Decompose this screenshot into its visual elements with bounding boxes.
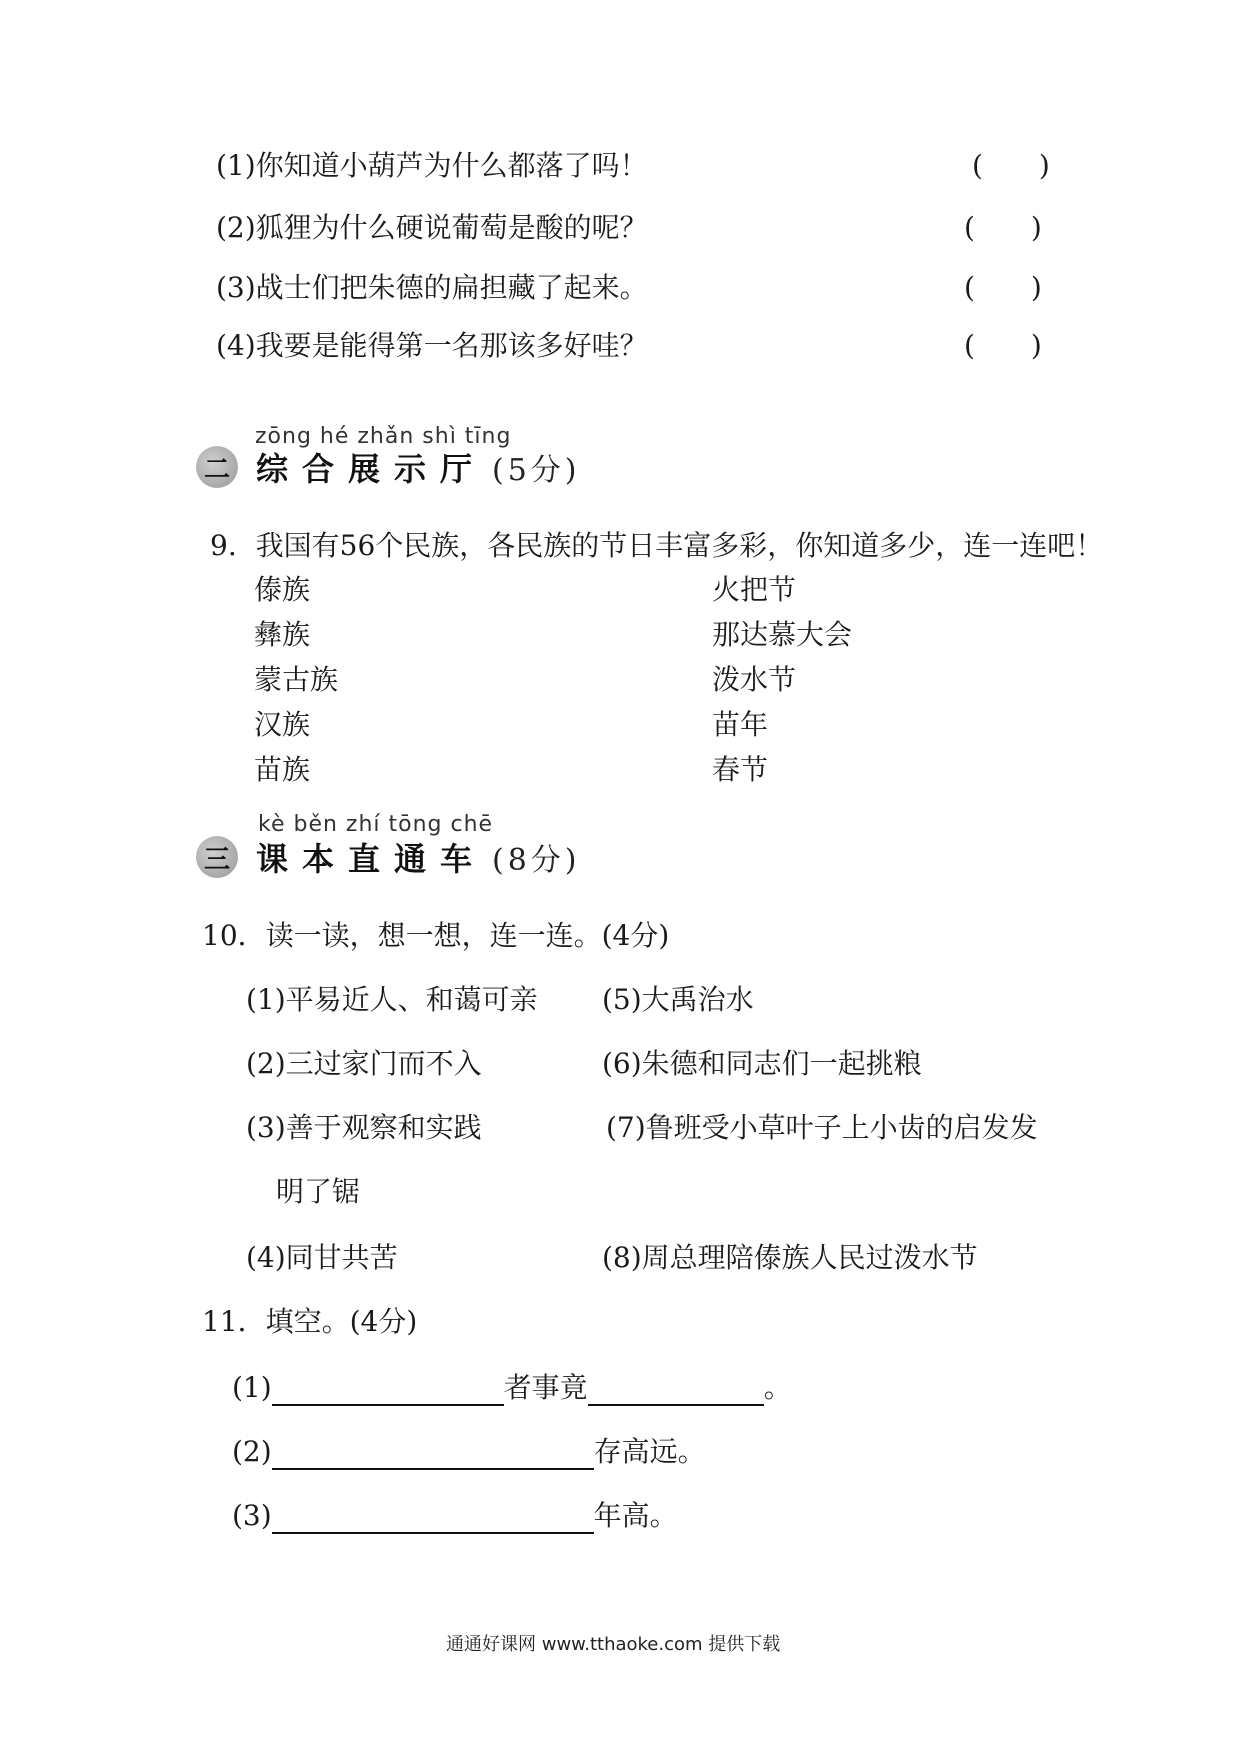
q10-left-item[interactable]: (2)三过家门而不入 [246, 1047, 482, 1080]
section2-badge: 二 [196, 446, 238, 488]
fill-blank[interactable] [272, 1502, 594, 1534]
answer-paren-4[interactable]: ( ) [964, 329, 1042, 362]
q9-left-item[interactable]: 苗族 [254, 753, 311, 786]
answer-paren-3[interactable]: ( ) [964, 271, 1042, 304]
fill-label: (3) [232, 1499, 272, 1532]
fill-label: (1) [232, 1371, 272, 1404]
fill-line-1 [232, 1366, 792, 1406]
q10-left-item[interactable]: (4)同甘共苦 [246, 1241, 398, 1274]
section3-header [196, 834, 581, 880]
fill-blank[interactable] [588, 1374, 764, 1406]
q9-left-item[interactable]: 彝族 [254, 618, 311, 651]
q9-right-item[interactable]: 火把节 [712, 573, 797, 606]
q10-prompt: 10．读一读，想一想，连一连。(4分) [202, 919, 670, 952]
fill-end-text: 。 [763, 1371, 792, 1404]
section2-title: 综合展示厅 [256, 450, 487, 488]
q10-right-item-wrap: 明了锯 [276, 1175, 361, 1208]
fill-line-2 [232, 1430, 706, 1470]
q9-text: 我国有56个民族，各民族的节日丰富多彩，你知道多少，连一连吧！ [255, 529, 1104, 562]
section3-score: (8分) [492, 843, 581, 878]
q9-number: 9. [210, 529, 237, 562]
q10-left-item[interactable]: (3)善于观察和实践 [246, 1111, 482, 1144]
sentence-item-4: (4)我要是能得第一名那该多好哇？ [216, 329, 648, 362]
q10-left-item[interactable]: (1)平易近人、和蔼可亲 [246, 983, 538, 1016]
q10-right-item[interactable]: (5)大禹治水 [602, 983, 754, 1016]
section2-header [196, 444, 581, 490]
q9-right-item[interactable]: 春节 [712, 753, 769, 786]
section2-score: (5分) [492, 453, 581, 488]
fill-line-3 [232, 1494, 678, 1534]
q9-left-item[interactable]: 蒙古族 [254, 663, 339, 696]
answer-paren-2[interactable]: ( ) [964, 211, 1042, 244]
sentence-item-1: (1)你知道小葫芦为什么都落了吗！ [216, 149, 648, 182]
fill-end-text: 年高。 [593, 1499, 678, 1532]
sentence-item-3: (3)战士们把朱德的扁担藏了起来。 [216, 271, 648, 304]
fill-label: (2) [232, 1435, 272, 1468]
q10-right-item[interactable]: (7)鲁班受小草叶子上小齿的启发发 [606, 1111, 1038, 1144]
section3-pinyin: kè běn zhí tōng chē [258, 812, 494, 837]
q9-right-item[interactable]: 苗年 [712, 708, 769, 741]
q11-prompt: 11．填空。(4分) [202, 1305, 418, 1338]
fill-blank[interactable] [272, 1374, 504, 1406]
q9-right-item[interactable]: 泼水节 [712, 663, 797, 696]
footer-text: 通通好课网 www.tthaoke.com 提供下载 [446, 1634, 781, 1655]
q10-right-item[interactable]: (8)周总理陪傣族人民过泼水节 [602, 1241, 978, 1274]
section2-pinyin: zōng hé zhǎn shì tīng [255, 424, 512, 449]
answer-paren-1[interactable]: ( ) [972, 149, 1050, 182]
q10-right-item[interactable]: (6)朱德和同志们一起挑粮 [602, 1047, 922, 1080]
q9-left-item[interactable]: 傣族 [254, 573, 311, 606]
section3-title: 课本直通车 [256, 840, 487, 878]
q9-prompt [210, 524, 1103, 564]
q9-right-item[interactable]: 那达慕大会 [712, 618, 853, 651]
fill-mid-text: 者事竟 [503, 1371, 588, 1404]
sentence-item-2: (2)狐狸为什么硬说葡萄是酸的呢？ [216, 211, 648, 244]
fill-blank[interactable] [272, 1438, 594, 1470]
section3-badge: 三 [196, 836, 238, 878]
q9-left-item[interactable]: 汉族 [254, 708, 311, 741]
fill-end-text: 存高远。 [593, 1435, 706, 1468]
